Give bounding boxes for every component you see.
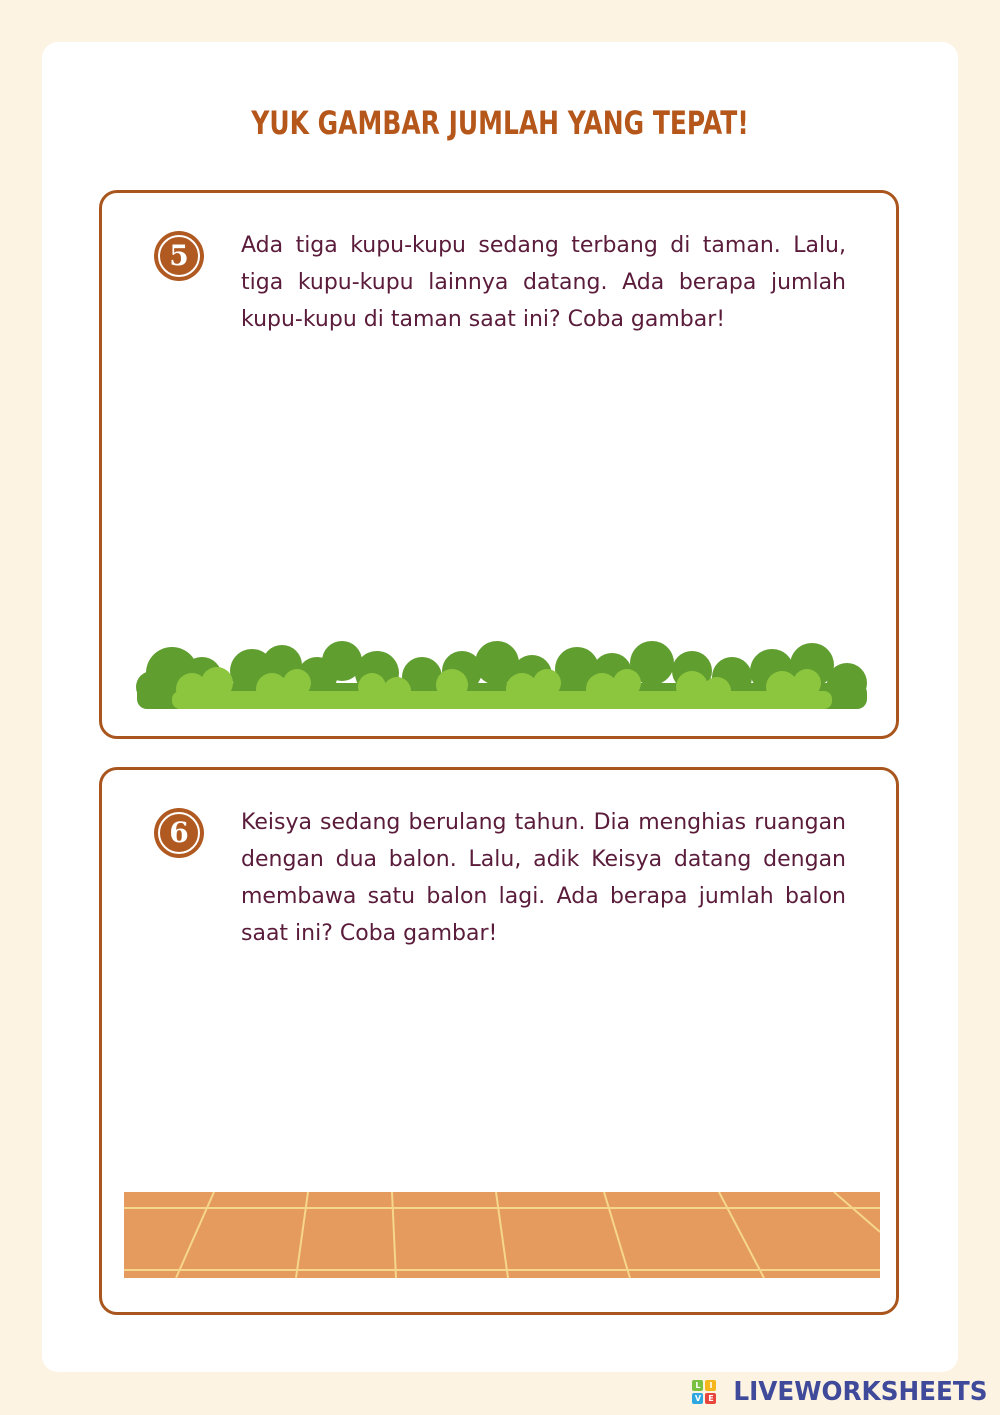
liveworksheets-logo[interactable]	[692, 1377, 988, 1407]
question-text: Ada tiga kupu-kupu sedang terbang di taman. Lalu, tiga kupu-kupu lainnya datang. Ada berapa jumlah kupu-kupu di taman saat ini? Coba gambar!	[241, 233, 846, 332]
logo-letter: E	[705, 1393, 716, 1404]
question-number-badge	[154, 231, 204, 281]
brand-name: LIVEWORKSHEETS	[733, 1377, 988, 1407]
tiled-floor-icon	[124, 1192, 880, 1280]
bushes-icon	[132, 633, 872, 709]
question-text: Keisya sedang berulang tahun. Dia menghias ruangan dengan dua balon. Lalu, adik Keisya datang dengan membawa satu balon lagi. Ada berapa jumlah balon saat ini? Coba gambar!	[241, 810, 846, 946]
question-card-6[interactable]	[99, 767, 899, 1315]
question-card-5[interactable]	[99, 190, 899, 739]
question-number: 5	[158, 235, 200, 277]
question-number-badge	[154, 808, 204, 858]
question-number: 6	[158, 812, 200, 854]
page-title: YUK GAMBAR JUMLAH YANG TEPAT!	[251, 104, 749, 142]
logo-letter: V	[692, 1393, 703, 1404]
logo-mark-icon	[692, 1380, 716, 1404]
logo-letter: L	[692, 1380, 703, 1391]
logo-letter: I	[705, 1380, 716, 1391]
